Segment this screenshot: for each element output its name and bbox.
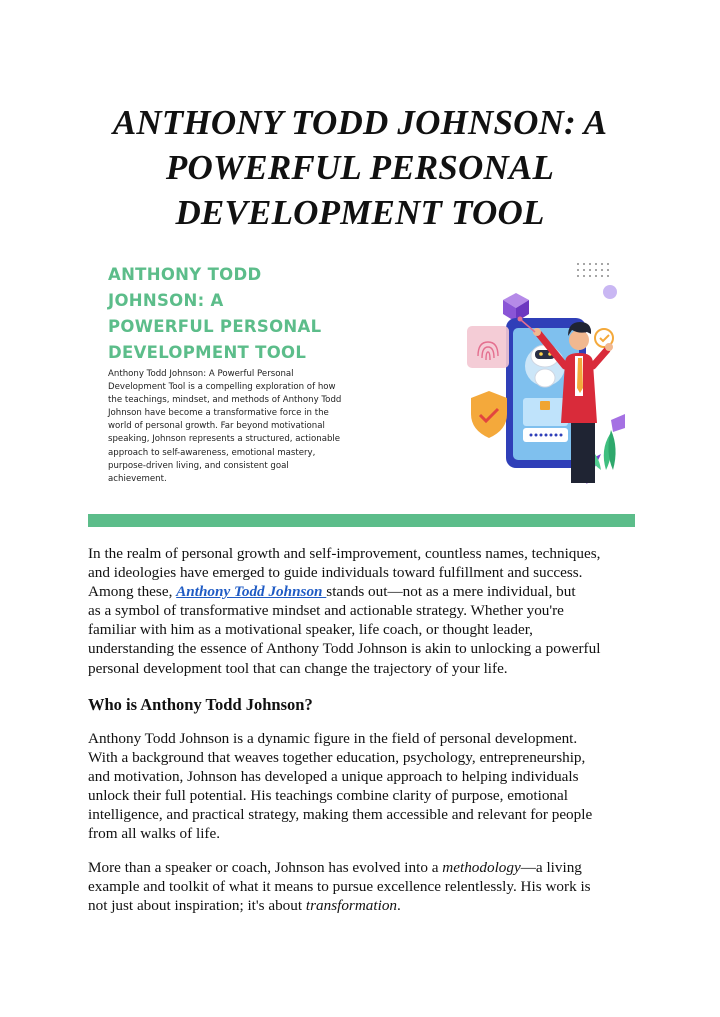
paragraph-line: understanding the essence of Anthony Todd Johnson is akin to unlocking a powerful [88, 640, 601, 658]
banner-desc-line: purpose-driven living, and consistent goal [108, 460, 289, 471]
banner-heading-line: JOHNSON: A [108, 291, 224, 310]
banner-desc-line: Development Tool is a compelling exploration of how [108, 382, 336, 393]
shield-check-icon [471, 391, 507, 438]
text-run: Among these, [88, 583, 177, 601]
emphasis-text: methodology [442, 859, 521, 876]
text-run: More than a speaker or coach, Johnson has evolved into a [88, 859, 443, 876]
paragraph-line: and ideologies have emerged to guide individuals toward fulfillment and success. [88, 564, 583, 582]
text-run: —a living [520, 859, 582, 876]
paragraph-line: and motivation, Johnson has developed a unique approach to helping individuals [88, 768, 579, 786]
paragraph-line: unlock their full potential. His teachings combine clarity of purpose, emotional [88, 787, 568, 805]
text-run: not just about inspiration; it's about [88, 897, 306, 915]
paragraph-line [88, 858, 638, 877]
paragraph-line: personal development tool that can change the trajectory of your life. [88, 659, 508, 677]
banner-desc-line: approach to self-awareness, emotional mastery, [108, 447, 316, 458]
paragraph-line: familiar with him as a motivational speaker, life coach, or thought leader, [88, 621, 533, 639]
banner-heading [108, 262, 378, 366]
fingerprint-icon [467, 326, 509, 368]
banner-desc-line: achievement. [108, 473, 167, 484]
paragraph-line: In the realm of personal growth and self-improvement, countless names, techniques, [88, 545, 601, 562]
banner-description [108, 368, 370, 486]
paragraph-line [88, 896, 638, 915]
dot-grid-icon [577, 263, 609, 277]
paragraph-line: intelligence, and practical strategy, making them accessible and relevant for people [88, 806, 593, 824]
methodology-paragraph [88, 858, 638, 915]
paragraph-line [88, 582, 638, 601]
paragraph-line: With a background that weaves together education, psychology, entrepreneurship, [88, 749, 586, 767]
paragraph-line: as a symbol of transformative mindset and actionable strategy. Whether you're [88, 602, 564, 620]
page-title [60, 100, 660, 235]
hero-banner-image [88, 248, 635, 528]
banner-desc-line: speaking, Johnson represents a structured, actionable [108, 434, 341, 445]
banner-accent-bar [88, 514, 635, 527]
paragraph-line: Anthony Todd Johnson is a dynamic figure in the field of personal development. [88, 730, 578, 747]
small-cube-icon [611, 414, 625, 432]
lock-icon [540, 401, 550, 410]
section-heading: Who is Anthony Todd Johnson? [88, 695, 313, 714]
banner-heading-line: POWERFUL PERSONAL [108, 317, 322, 336]
paragraph-line: example and toolkit of what it means to pursue excellence relentlessly. His work is [88, 878, 591, 896]
title-line: POWERFUL PERSONAL [165, 148, 555, 187]
text-run: . [397, 897, 401, 915]
banner-desc-line: Johnson have become a transformative force in the [108, 408, 329, 419]
banner-desc-line: the teachings, mindset, and methods of Anthony Todd [108, 395, 342, 406]
bio-paragraph [88, 729, 638, 844]
security-illustration [373, 248, 635, 510]
banner-heading-line: ANTHONY TODD [108, 265, 262, 284]
anthony-todd-johnson-link[interactable]: Anthony Todd Johnson [176, 583, 327, 601]
title-line: ANTHONY TODD JOHNSON: A [112, 103, 608, 142]
orb-shape [603, 285, 617, 299]
banner-desc-line: world of personal growth. Far beyond motivational [108, 421, 325, 432]
cube-icon [503, 293, 529, 322]
text-run: stands out—not as a mere individual, but [326, 583, 576, 601]
banner-desc-line: Anthony Todd Johnson: A Powerful Personal [108, 369, 294, 379]
banner-heading-line: DEVELOPMENT TOOL [108, 343, 307, 362]
intro-paragraph [88, 544, 638, 678]
paragraph-line: from all walks of life. [88, 825, 221, 843]
title-line: DEVELOPMENT TOOL [175, 193, 545, 232]
emphasis-text: transformation [305, 897, 398, 915]
